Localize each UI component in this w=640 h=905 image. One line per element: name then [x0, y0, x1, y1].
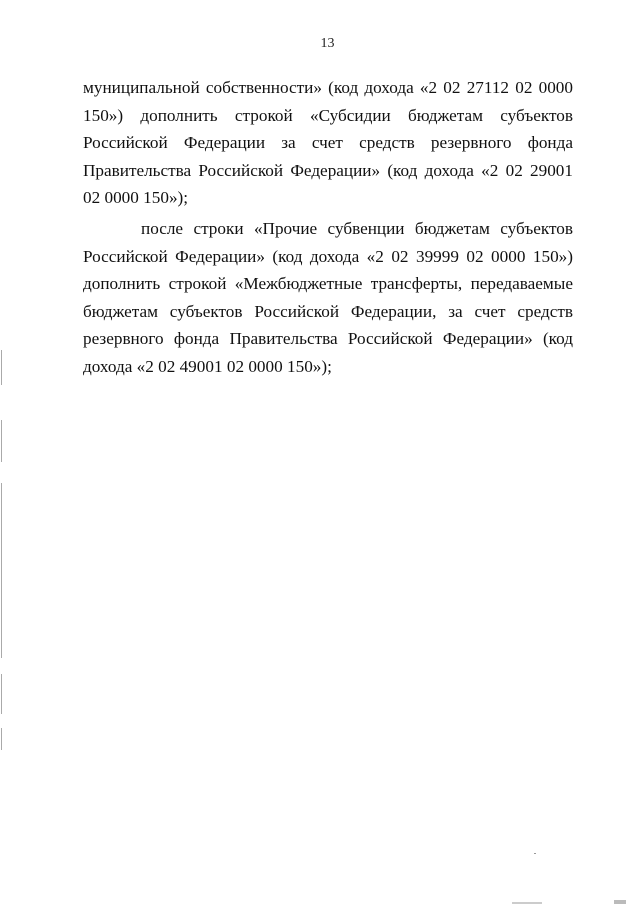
scan-edge-line	[1, 350, 2, 385]
paragraph-2: после строки «Прочие субвенции бюджетам субъектов Российской Федерации» (код дохода «2 02 39999 02 0000 150») дополнить строкой «Межбюджетные трансферты, передаваемые бюджетам субъектов Российской Федерации, за счет средств резервного фонда Правительства Российской Федерации» (код дохода «2 02 49001 02 0000 150»);	[83, 218, 573, 376]
scan-speck	[512, 902, 542, 904]
scan-edge-line	[1, 483, 2, 658]
scan-edge-line	[1, 420, 2, 462]
document-body	[83, 74, 573, 381]
scan-speck	[534, 853, 536, 854]
paragraph-1: муниципальной собственности» (код дохода «2 02 27112 02 0000 150») дополнить строкой «Субсидии бюджетам субъектов Российской Федерации за счет средств резервного фонда Правительства Российской Федерации» (код дохода «2 02 29001 02 0000 150»);	[83, 78, 573, 208]
scan-speck	[614, 900, 626, 904]
page-number: 13	[320, 36, 335, 51]
scan-edge-line	[1, 674, 2, 714]
scan-edge-line	[1, 728, 2, 750]
